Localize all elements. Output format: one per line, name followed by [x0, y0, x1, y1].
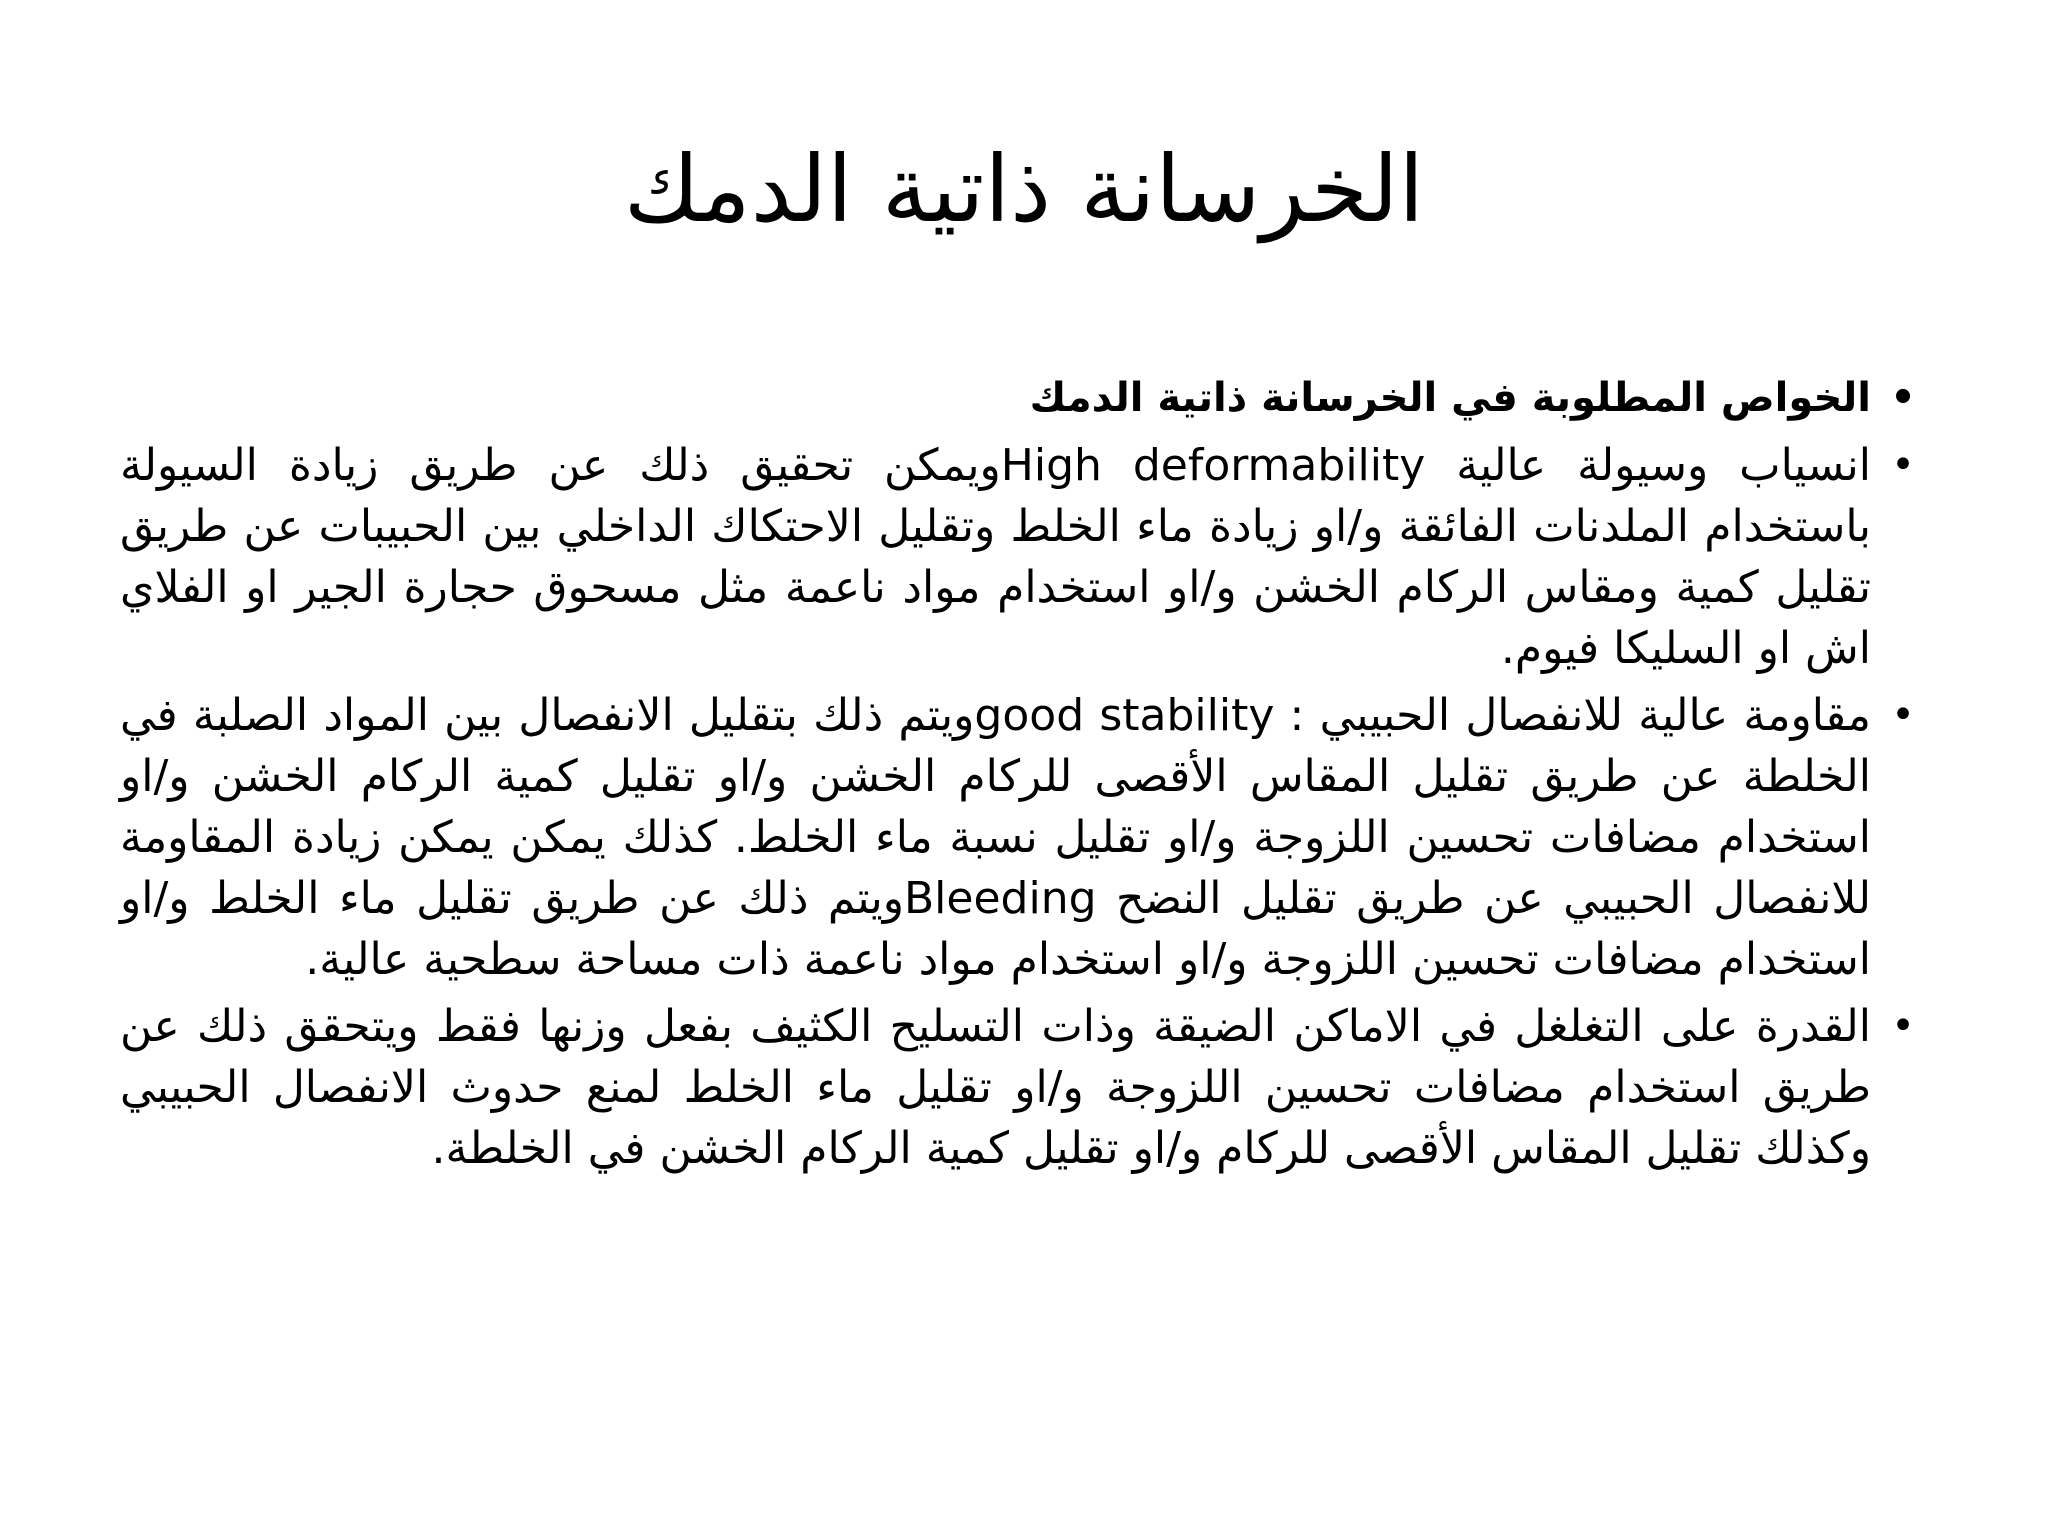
- bullet-icon: •: [1891, 692, 1915, 738]
- list-item: [120, 435, 1935, 679]
- list-item: [120, 685, 1935, 990]
- bullet-icon: •: [1891, 1003, 1915, 1049]
- list-item-text: مقاومة عالية للانفصال الحبيبي : good stabilityويتم ذلك بتقليل الانفصال بين المواد الصلبة في الخلطة عن طريق تقليل المقاس الأقصى للركام الخشن و/او تقليل كمية الركام الخشن و/او استخدام مضافات تحسين اللزوجة و/او تقليل نسبة ماء الخلط. كذلك يمكن يمكن زيادة المقاومة للانفصال الحبيبي عن طريق تقليل النضح Bleedingويتم ذلك عن طريق تقليل ماء الخلط و/او استخدام مضافات تحسين اللزوجة و/او استخدام مواد ناعمة ذات مساحة سطحية عالية.: [120, 690, 1872, 985]
- slide-title: الخرسانة ذاتية الدمك: [623, 136, 1425, 243]
- list-item-text: الخواص المطلوبة في الخرسانة ذاتية الدمك: [1029, 375, 1871, 421]
- bullet-list: [120, 368, 1935, 1185]
- bullet-icon: •: [1891, 442, 1915, 488]
- list-item-text: انسياب وسيولة عالية High deformabilityويمكن تحقيق ذلك عن طريق زيادة السيولة باستخدام الملدنات الفائقة و/او زيادة ماء الخلط وتقليل الاحتكاك الداخلي بين الحبيبات عن طريق تقليل كمية ومقاس الركام الخشن و/او استخدام مواد ناعمة مثل مسحوق حجارة الجير او الفلاي اش او السليكا فيوم.: [120, 440, 1871, 674]
- list-item-text: القدرة على التغلغل في الاماكن الضيقة وذات التسليح الكثيف بفعل وزنها فقط ويتحقق ذلك عن طريق استخدام مضافات تحسين اللزوجة و/او تقليل ماء الخلط لمنع حدوث الانفصال الحبيبي وكذلك تقليل المقاس الأقصى للركام و/او تقليل كمية الركام الخشن في الخلطة.: [120, 1001, 1871, 1174]
- bullet-icon: •: [1890, 375, 1916, 421]
- list-item: [120, 996, 1935, 1179]
- list-item: [120, 368, 1935, 429]
